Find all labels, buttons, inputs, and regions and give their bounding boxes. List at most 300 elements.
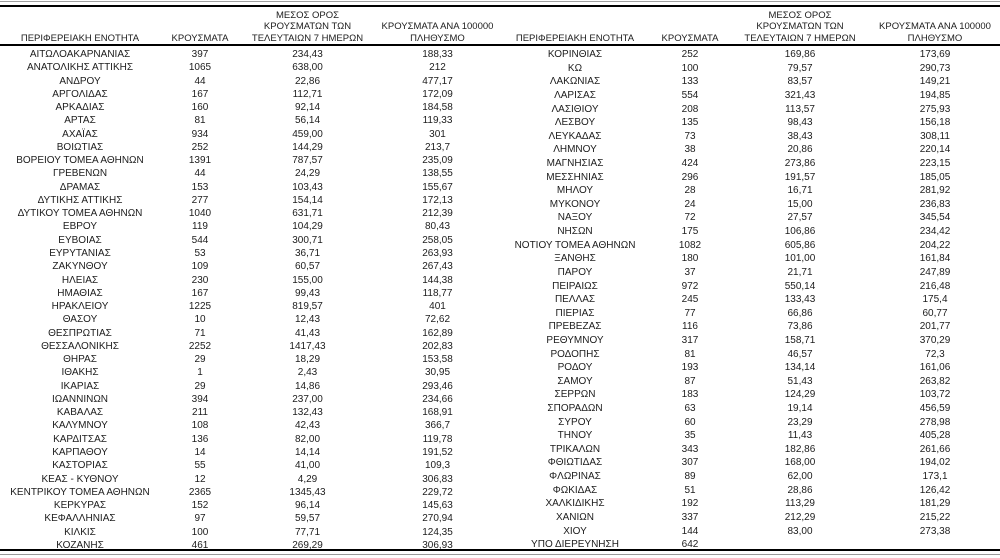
table-row (0, 141, 500, 154)
table-row (0, 512, 500, 525)
cases-value: 230 (191, 274, 209, 286)
col-header-per100k: ΚΡΟΥΣΜΑΤΑ ΑΝΑ 100000 ΠΛΗΘΥΣΜΟ (381, 21, 494, 44)
avg7-value: 168,00 (784, 457, 816, 469)
per100k-value: 194,85 (919, 90, 951, 101)
avg7-value: 46,57 (787, 348, 813, 360)
avg7-value: 41,43 (294, 327, 321, 339)
avg7-value: 103,43 (292, 181, 323, 193)
region-name: ΑΝΔΡΟΥ (59, 75, 101, 87)
table-row (0, 459, 500, 472)
region-name: ΘΕΣΠΡΩΤΙΑΣ (48, 327, 112, 339)
cases-value: 97 (194, 513, 206, 525)
region-name: ΑΡΓΟΛΙΔΑΣ (52, 88, 108, 100)
avg7-value: 191,57 (784, 171, 816, 183)
table-row (500, 252, 1000, 266)
per100k-value: 168,91 (422, 407, 453, 419)
cases-value: 10 (194, 314, 206, 326)
cases-value: 934 (191, 128, 209, 140)
cases-value: 183 (681, 389, 699, 401)
cases-value: 135 (681, 117, 699, 129)
cases-value: 277 (191, 194, 209, 206)
table-row (500, 293, 1000, 307)
avg7-value: 23,29 (787, 416, 813, 428)
cases-value: 394 (191, 393, 209, 405)
region-name: ΔΥΤΙΚΗΣ ΑΤΤΙΚΗΣ (37, 194, 123, 206)
header-row (0, 7, 500, 48)
region-name: ΝΑΞΟΥ (557, 212, 593, 224)
per100k-value: 126,42 (919, 484, 951, 496)
avg7-value: 4,29 (297, 473, 318, 485)
per100k-value: 124,35 (422, 526, 453, 538)
region-name: ΛΑΚΩΝΙΑΣ (549, 76, 601, 88)
region-name: ΛΑΡΙΣΑΣ (554, 90, 596, 101)
region-name: ΚΕΦΑΛΛΗΝΙΑΣ (44, 513, 116, 525)
per100k-value: 229,72 (422, 486, 453, 498)
cases-value: 116 (682, 321, 698, 333)
per100k-value: 236,83 (919, 198, 951, 210)
cases-value: 28 (684, 185, 696, 197)
per100k-value: 185,05 (919, 171, 951, 183)
avg7-value: 36,71 (294, 247, 321, 259)
table-row (500, 75, 1000, 89)
region-name: ΜΕΣΣΗΝΙΑΣ (546, 171, 604, 183)
per100k-value: 234,42 (919, 226, 951, 238)
per100k-value: 212 (429, 62, 446, 74)
table-row (500, 170, 1000, 184)
table-row (500, 225, 1000, 239)
region-name: ΔΡΑΜΑΣ (59, 181, 101, 193)
cases-value: 1065 (188, 62, 212, 74)
avg7-value: 41,00 (294, 460, 321, 472)
per100k-value: 201,77 (919, 321, 951, 333)
table-row (0, 48, 500, 61)
region-name: ΤΗΝΟΥ (557, 430, 593, 442)
table-row (0, 181, 500, 194)
per100k-value: 278,98 (919, 416, 951, 428)
per100k-value: 80,43 (424, 221, 451, 233)
cases-value: 144 (681, 525, 699, 537)
table-row (0, 393, 500, 406)
region-name: ΕΥΒΟΙΑΣ (58, 234, 102, 246)
cases-value: 180 (681, 253, 699, 265)
table-row (0, 300, 500, 313)
cases-value: 337 (681, 511, 699, 523)
per100k-value: 72,62 (424, 314, 451, 326)
region-name: ΚΕΡΚΥΡΑΣ (53, 500, 107, 512)
avg7-value: 113,57 (785, 103, 815, 115)
table-row (500, 62, 1000, 76)
avg7-value: 321,43 (784, 90, 816, 101)
region-name: ΜΗΛΟΥ (556, 185, 594, 197)
per100k-value: 173,1 (922, 471, 948, 483)
table-row (0, 446, 500, 459)
table-row (0, 327, 500, 340)
avg7-value: 99,43 (294, 287, 321, 299)
per100k-value: 267,43 (422, 261, 453, 273)
per100k-value: 162,89 (422, 327, 453, 339)
table-row (500, 116, 1000, 130)
cases-value: 37 (684, 266, 696, 278)
table-row (0, 61, 500, 74)
table-row (0, 260, 500, 273)
avg7-value: 83,57 (787, 76, 813, 88)
table-row (500, 157, 1000, 171)
avg7-value: 38,43 (787, 130, 813, 142)
cases-value: 133 (681, 76, 699, 88)
table-row (0, 406, 500, 419)
avg7-value: 158,71 (784, 334, 816, 346)
table-row (0, 526, 500, 539)
per100k-value: 172,09 (422, 88, 453, 100)
avg7-value: 92,14 (294, 102, 321, 114)
cases-value: 192 (681, 498, 699, 510)
table-row (0, 499, 500, 512)
region-name: ΡΟΔΟΥ (557, 362, 593, 374)
cases-value: 1082 (678, 239, 702, 251)
table-row (500, 484, 1000, 498)
avg7-value: 79,57 (787, 62, 813, 74)
table-row (500, 429, 1000, 443)
per100k-value: 119,33 (422, 115, 453, 127)
cases-value: 35 (684, 430, 696, 442)
table-row (500, 307, 1000, 321)
avg7-value: 24,29 (294, 168, 321, 180)
per100k-value: 191,52 (422, 446, 453, 458)
avg7-value: 273,86 (784, 158, 816, 170)
per100k-value: 181,29 (919, 498, 951, 510)
per100k-value: 290,73 (919, 62, 951, 74)
cases-value: 119 (192, 221, 208, 233)
avg7-value: 104,29 (292, 221, 323, 233)
cases-value: 208 (681, 103, 699, 115)
table-row (500, 415, 1000, 429)
per100k-value: 258,05 (422, 234, 453, 246)
per100k-value: 118,77 (422, 287, 453, 299)
cases-value: 73 (684, 130, 696, 142)
cases-value: 252 (681, 49, 699, 61)
cases-value: 252 (191, 141, 209, 153)
per100k-value: 456,59 (919, 403, 951, 415)
avg7-value: 83,00 (787, 525, 813, 537)
cases-value: 424 (681, 158, 699, 170)
per100k-value: 306,83 (422, 473, 453, 485)
cases-value: 167 (191, 287, 209, 299)
per100k-value: 109,3 (424, 460, 451, 472)
cases-value: 44 (194, 75, 206, 87)
region-name: ΚΑΣΤΟΡΙΑΣ (52, 460, 108, 472)
table-row (0, 207, 500, 220)
avg7-value: 132,43 (292, 407, 323, 419)
cases-value: 642 (681, 539, 699, 551)
per100k-value: 401 (429, 301, 446, 313)
cases-value: 153 (191, 181, 209, 193)
cases-value: 2252 (188, 340, 212, 352)
cases-value: 343 (681, 443, 699, 455)
avg7-value: 1417,43 (289, 340, 326, 352)
region-name: ΜΥΚΟΝΟΥ (549, 198, 601, 210)
region-name: ΒΟΙΩΤΙΑΣ (56, 141, 104, 153)
avg7-value: 51,43 (787, 375, 813, 387)
avg7-value: 133,43 (784, 294, 816, 306)
region-name: ΑΡΚΑΔΙΑΣ (55, 102, 105, 114)
cases-value: 160 (191, 102, 209, 114)
avg7-value: 73,86 (787, 321, 813, 333)
per100k-value: 247,89 (919, 266, 951, 278)
table-row (500, 538, 1000, 552)
table-row (0, 114, 500, 127)
table-row (0, 194, 500, 207)
table-row (500, 102, 1000, 116)
table-row (500, 470, 1000, 484)
per100k-value: 188,33 (422, 49, 453, 60)
avg7-value: 2,43 (297, 367, 318, 379)
avg7-value: 605,86 (784, 239, 816, 251)
region-name: ΥΠΟ ΔΙΕΡΕΥΝΗΣΗ (531, 539, 619, 551)
table-row (500, 130, 1000, 144)
per100k-value: 215,22 (919, 511, 951, 523)
table-row (0, 88, 500, 101)
table-row (500, 320, 1000, 334)
table-row (0, 234, 500, 247)
region-name: ΠΕΛΛΑΣ (554, 294, 596, 306)
cases-value: 12 (194, 473, 206, 485)
cases-value: 2365 (188, 486, 212, 498)
region-name: ΝΗΣΩΝ (557, 226, 593, 238)
cases-value: 60 (684, 416, 696, 428)
table-row (500, 524, 1000, 538)
per100k-value: 161,84 (919, 253, 951, 265)
region-name: ΑΝΑΤΟΛΙΚΗΣ ΑΤΤΙΚΗΣ (26, 62, 134, 74)
region-name: ΠΕΙΡΑΙΩΣ (552, 280, 598, 292)
per100k-value: 144,38 (422, 274, 453, 286)
region-name: ΙΘΑΚΗΣ (61, 367, 99, 379)
per100k-value (870, 538, 1000, 552)
region-name: ΕΥΡΥΤΑΝΙΑΣ (49, 247, 111, 259)
avg7-value: 11,43 (787, 430, 813, 442)
region-name: ΧΑΛΚΙΔΙΚΗΣ (545, 498, 605, 510)
cases-value: 175 (681, 226, 699, 238)
region-name: ΚΙΛΚΙΣ (64, 526, 96, 538)
avg7-value: 82,00 (294, 433, 321, 445)
per100k-value: 306,93 (422, 539, 453, 551)
table-row (500, 198, 1000, 212)
region-name: ΑΧΑΪΑΣ (62, 128, 98, 140)
header-row (500, 7, 1000, 48)
col-header-region: ΠΕΡΙΦΕΡΕΙΑΚΗ ΕΝΟΤΗΤΑ (20, 32, 140, 44)
per100k-value: 370,29 (919, 334, 951, 346)
avg7-value: 12,43 (294, 314, 321, 326)
region-name: ΑΡΤΑΣ (64, 115, 96, 127)
avg7-value: 212,29 (784, 511, 816, 523)
col-header-region: ΠΕΡΙΦΕΡΕΙΑΚΗ ΕΝΟΤΗΤΑ (515, 32, 635, 44)
avg7-value: 154,14 (292, 194, 323, 206)
region-name: ΚΑΛΥΜΝΟΥ (52, 420, 108, 432)
region-name: ΠΑΡΟΥ (557, 266, 593, 278)
avg7-value: 112,71 (292, 88, 323, 100)
region-name: ΖΑΚΥΝΘΟΥ (52, 261, 108, 273)
cases-value: 317 (681, 334, 699, 346)
region-name: ΜΑΓΝΗΣΙΑΣ (546, 158, 604, 170)
cases-value: 72 (684, 212, 696, 224)
cases-value: 1391 (188, 155, 212, 167)
cases-value: 51 (684, 484, 696, 496)
region-name: ΕΒΡΟΥ (62, 221, 98, 233)
col-header-avg7: ΜΕΣΟΣ ΟΡΟΣ ΚΡΟΥΣΜΑΤΩΝ ΤΩΝ ΤΕΛΕΥΤΑΙΩΝ 7 ΗΜΕΡΩΝ (744, 9, 856, 44)
cases-value: 972 (681, 280, 699, 292)
table-row (500, 388, 1000, 402)
avg7-value: 269,29 (292, 539, 323, 551)
region-name: ΘΗΡΑΣ (63, 354, 97, 366)
table-row (0, 486, 500, 499)
per100k-value: 149,21 (919, 76, 951, 88)
per100k-value: 173,69 (919, 49, 951, 61)
table-row (500, 48, 1000, 62)
avg7-value: 18,29 (294, 354, 321, 366)
avg7-value: 134,14 (784, 362, 816, 374)
cases-value: 1 (197, 367, 203, 379)
avg7-value: 124,29 (784, 389, 816, 401)
table-row (0, 128, 500, 141)
avg7-value: 20,86 (787, 144, 813, 156)
avg7-value: 106,86 (784, 226, 816, 238)
region-name: ΦΛΩΡΙΝΑΣ (549, 471, 601, 483)
region-name: ΗΜΑΘΙΑΣ (57, 287, 103, 299)
per100k-value: 235,09 (422, 155, 453, 167)
region-name: ΚΕΝΤΡΙΚΟΥ ΤΟΜΕΑ ΑΘΗΝΩΝ (10, 486, 150, 498)
avg7-value: 19,14 (787, 403, 813, 415)
region-name: ΛΗΜΝΟΥ (553, 144, 597, 156)
region-name: ΗΡΑΚΛΕΙΟΥ (51, 301, 109, 313)
per100k-value: 119,78 (422, 433, 453, 445)
per100k-value: 212,39 (422, 208, 453, 220)
cases-value: 296 (681, 171, 699, 183)
cases-value: 87 (684, 375, 696, 387)
per100k-value: 60,77 (922, 307, 948, 319)
per100k-value: 161,06 (919, 362, 951, 374)
table-row (500, 143, 1000, 157)
avg7-value: 113,29 (785, 498, 815, 510)
per100k-value: 213,7 (424, 141, 451, 153)
table-row (0, 473, 500, 486)
region-name: ΘΑΣΟΥ (62, 314, 98, 326)
col-header-per100k: ΚΡΟΥΣΜΑΤΑ ΑΝΑ 100000 ΠΛΗΘΥΣΜΟ (879, 21, 991, 44)
avg7-value: 155,00 (292, 274, 323, 286)
avg7-value: 819,57 (292, 301, 323, 313)
region-name: ΦΩΚΙΔΑΣ (552, 484, 598, 496)
table-row (0, 167, 500, 180)
avg7-value: 28,86 (787, 484, 813, 496)
col-header-avg7: ΜΕΣΟΣ ΟΡΟΣ ΚΡΟΥΣΜΑΤΩΝ ΤΩΝ ΤΕΛΕΥΤΑΙΩΝ 7 ΗΜΕΡΩΝ (251, 9, 364, 44)
table-row (0, 419, 500, 432)
per100k-value: 281,92 (919, 185, 951, 197)
cases-value: 136 (191, 433, 209, 445)
col-header-cases: ΚΡΟΥΣΜΑΤΑ (661, 32, 719, 44)
avg7-value: 631,71 (292, 208, 323, 220)
cases-value: 77 (684, 307, 696, 319)
cases-value: 29 (194, 380, 206, 392)
cases-value: 81 (194, 115, 206, 127)
region-name: ΧΙΟΥ (563, 525, 587, 537)
per100k-value: 216,48 (919, 280, 951, 292)
region-name: ΚΑΡΔΙΤΣΑΣ (53, 433, 107, 445)
cases-value: 167 (191, 88, 209, 100)
cases-value: 29 (194, 354, 206, 366)
per100k-value: 103,72 (919, 389, 951, 401)
region-name: ΠΡΕΒΕΖΑΣ (548, 321, 602, 333)
per100k-value: 30,95 (424, 367, 451, 379)
per100k-value: 202,83 (422, 340, 453, 352)
avg7-value: 42,43 (294, 420, 321, 432)
avg7-value: 27,57 (787, 212, 813, 224)
cases-value: 1040 (188, 208, 212, 220)
per100k-value: 275,93 (919, 103, 951, 115)
avg7-value: 77,71 (294, 526, 321, 538)
table-row (0, 154, 500, 167)
avg7-value: 98,43 (787, 117, 813, 129)
per100k-value: 175,4 (922, 294, 948, 306)
table-row (500, 511, 1000, 525)
table-row (0, 539, 500, 552)
per100k-value: 261,66 (919, 443, 951, 455)
region-name: ΣΥΡΟΥ (558, 416, 592, 428)
per100k-value: 270,94 (422, 513, 453, 525)
region-name: ΠΙΕΡΙΑΣ (555, 307, 595, 319)
per100k-value: 145,63 (422, 500, 453, 512)
cases-value: 24 (684, 198, 696, 210)
avg7-value: 16,71 (787, 185, 813, 197)
region-name: ΘΕΣΣΑΛΟΝΙΚΗΣ (41, 340, 119, 352)
avg7-value: 638,00 (292, 62, 323, 74)
table-row (500, 456, 1000, 470)
cases-value: 100 (681, 62, 699, 74)
cases-value: 193 (681, 362, 699, 374)
avg7-value: 59,57 (294, 513, 321, 525)
table-row (0, 380, 500, 393)
region-name: ΑΙΤΩΛΟΑΚΑΡΝΑΝΙΑΣ (29, 49, 131, 60)
cases-value: 307 (681, 457, 699, 469)
region-name: ΞΑΝΘΗΣ (554, 253, 596, 265)
table-row (0, 247, 500, 260)
cases-value: 544 (191, 234, 209, 246)
cases-value: 44 (194, 168, 206, 180)
table-row (500, 184, 1000, 198)
cases-value: 461 (191, 539, 209, 551)
table-row (500, 211, 1000, 225)
per100k-value: 366,7 (424, 420, 451, 432)
per100k-value: 405,28 (919, 430, 951, 442)
cases-value: 109 (191, 261, 209, 273)
per100k-value: 308,11 (920, 130, 950, 142)
avg7-value: 14,86 (294, 380, 321, 392)
region-name: ΦΘΙΩΤΙΔΑΣ (547, 457, 603, 469)
cases-table-left (0, 7, 500, 552)
top-rule-thin (0, 1, 1000, 2)
cases-value: 89 (684, 471, 696, 483)
avg7-value: 60,57 (294, 261, 321, 273)
per100k-value: 301 (429, 128, 446, 140)
per100k-value: 263,93 (422, 247, 453, 259)
table-row (0, 366, 500, 379)
avg7-value: 169,86 (784, 49, 816, 61)
avg7-value: 66,86 (787, 307, 813, 319)
region-name: ΚΩ (567, 62, 583, 74)
cases-value: 53 (194, 247, 206, 259)
region-name: ΝΟΤΙΟΥ ΤΟΜΕΑ ΑΘΗΝΩΝ (514, 239, 636, 251)
region-name: ΡΟΔΟΠΗΣ (550, 348, 600, 360)
table-row (500, 443, 1000, 457)
region-name: ΙΩΑΝΝΙΝΩΝ (51, 393, 109, 405)
per100k-value: 138,55 (422, 168, 453, 180)
